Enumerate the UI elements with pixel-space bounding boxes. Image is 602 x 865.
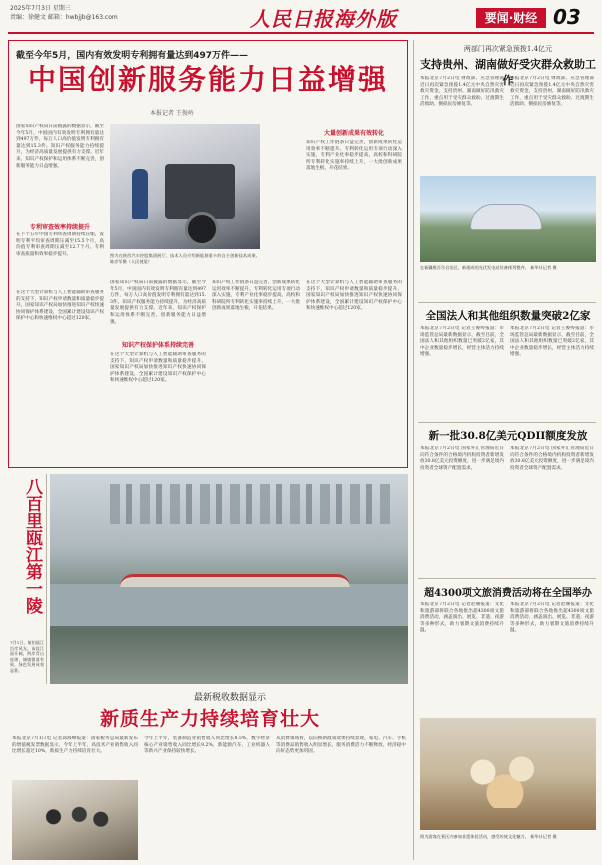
page-number: 03 bbox=[553, 5, 581, 29]
right-top-body-a: 本报北京7月2日电 财政部、应急管理部近日再次紧急预拨1.4亿元中央自然灾害救灾资金，支持贵州、湖南做好防汛救灾工作，重点用于受灾群众救助、过渡期生活救助、倒损民房修复等。 bbox=[420, 76, 504, 108]
top-story-body-col2c: 在这个大型计算机与人工智能辅助审查服务的支持下，知识产权申请数量和质量稳步提升。国家知识产权局加快推进知识产权快速协同保护体系建设，全国累计建设知识产权保护中心和快速维权中心超过120家。 bbox=[110, 352, 206, 384]
right-top-caption: 在新疆维吾尔自治区，新建成的光伏发电站设备排列整齐。 新华社记者 摄 bbox=[420, 265, 557, 270]
right-qdii-headline: 新一批30.8亿美元QDII额度发放 bbox=[428, 430, 588, 442]
divider bbox=[418, 578, 596, 579]
vertical-title: 八百里瓯江第一陵 bbox=[22, 478, 42, 614]
photo-caption: 图为在陕西汽车控股集团展厅，技术人员介绍新能源重卡的自主创新技术成果。 陈彦军摄（人民视觉） bbox=[110, 253, 260, 264]
skyline-shape bbox=[110, 484, 390, 524]
top-story-body-col2a: 在这个大型计算机与人工智能辅助审查服务的支持下，知识产权申请数量和质量稳步提升。国家知识产权局加快推进知识产权快速协同保护体系建设，全国累计建设知识产权保护中心和快速维权中心超过120家。 bbox=[16, 290, 104, 322]
top-story-body-col3a: 知识产权工作链条日益完善，创新成果转化运用效率不断提升。专利转化运用专项行动深入实施，专利产业化率稳步提高。高校和科研院所专利转化实施率持续上升，一大批创新成果落地生根、开花结果。 bbox=[212, 280, 300, 312]
right-bottom-caption: 图为游客在景区内参加非遗体验活动，感受传统文化魅力。 新华社记者 摄 bbox=[420, 834, 557, 839]
tax-story-body-col3: 从消费领域看，以旧换新政策效果持续显现，家电、汽车、手机等消费品销售收入明显增长，服务消费活力不断释放，经济稳中向好态势更加巩固。 bbox=[276, 736, 406, 755]
top-story-body-col4a: 知识产权工作链条日益完善，创新成果转化运用效率不断提升。专利转化运用专项行动深入实施，专利产业化率稳步提高。高校和科研院所专利转化实施率持续上升，一大批创新成果落地生根、开花结果。 bbox=[306, 140, 402, 172]
top-story-kicker: 截至今年5月，国内有效发明专利拥有量达到497万件—— bbox=[16, 51, 249, 61]
right-bottom-headline: 超4300项文旅消费活动将在全国举办 bbox=[424, 588, 592, 599]
subhead-transformation: 大量创新成果有效转化 bbox=[323, 130, 384, 137]
editor-line: 责编：徐健文 邮箱：hwbjjb@163.com bbox=[10, 14, 118, 21]
top-story-body-col1b: 在下个五年中国专利审查周期持续压缩，发明专利平均审查周期压减至15.5个月，高价值专利审查周期压减至12.7个月。专利审查质量和效率稳步提升。 bbox=[16, 232, 104, 257]
right-qdii-body-a: 本报北京7月2日电 国家外汇管理局近日向符合条件的合格境内机构投资者新增发放30.8亿美元投资额度，进一步满足境内投资者全球资产配置需求。 bbox=[420, 446, 504, 471]
people-shape bbox=[450, 748, 560, 808]
office-people-shape bbox=[32, 800, 118, 848]
divider bbox=[418, 422, 596, 423]
header-rule bbox=[8, 32, 594, 34]
wheel-shape bbox=[185, 212, 219, 246]
subhead-protection: 知识产权保护体系持续完善 bbox=[121, 342, 194, 349]
right-bottom-photo bbox=[420, 718, 596, 830]
top-story-body-col1: 国家知识产权局日前披露的数据显示，截至今年5月，中国国内有效发明专利拥有量达到497万件，每万人口高价值发明专利拥有量达到15.3件。知识产权服务能力持续提升，为经济高质量发展提供有力支撑。近年来，知识产权保护和运用体系不断完善，创新服务能力日益增强。 bbox=[16, 124, 104, 169]
top-story-photo bbox=[110, 124, 260, 249]
right-bottom-body-b: 本报北京7月2日电 记者赵珊报道：文化和旅游部将联合各地推出超4300项文旅消费活动，涵盖演出、展览、非遗、夜游等多种形式，助力暑期文旅消费持续升温。 bbox=[510, 602, 594, 634]
tax-story-body-col2: 今年上半年，装备制造业销售收入同比增长8.5%，数字经济核心产业销售收入同比增长9.2%，新能源汽车、工业机器人等新兴产业保持较快增长。 bbox=[144, 736, 270, 755]
top-story-headline: 中国创新服务能力日益增强 bbox=[27, 63, 388, 96]
newspaper-logo: 人民日报海外版 bbox=[250, 7, 397, 31]
aerial-photo bbox=[50, 474, 408, 684]
right-top-photo bbox=[420, 176, 596, 262]
river-shape bbox=[50, 584, 408, 626]
tax-story-body-col1: 本报北京7月1日电 记者邱海峰报道：国家税务总局最新发布的增值税发票数据显示，今年上半年，高技术产业销售收入同比增长超过10%，新质生产力持续培育壮大。 bbox=[12, 736, 138, 755]
right-top-body-b: 本报北京7月2日电 财政部、应急管理部近日再次紧急预拨1.4亿元中央自然灾害救灾资金，支持贵州、湖南做好防汛救灾工作，重点用于受灾群众救助、过渡期生活救助、倒损民房修复等。 bbox=[510, 76, 594, 108]
tax-story-kicker: 最新税收数据显示 bbox=[193, 693, 266, 703]
right-mid-headline: 全国法人和其他组织数量突破2亿家 bbox=[425, 310, 591, 322]
vertical-body: 7月1日，航拍瓯江沿岸风光。该段江面开阔，两岸青山连绵，城镇错落有致，绿色发展成效显著。 bbox=[10, 640, 44, 673]
top-story-body-col2b: 国家知识产权局日前披露的数据显示，截至今年5月，中国国内有效发明专利拥有量达到497万件，每万人口高价值发明专利拥有量达到15.3件。知识产权服务能力持续提升，为经济高质量发展提供有力支撑。近年来，知识产权保护和运用体系不断完善，创新服务能力日益增强。 bbox=[110, 280, 206, 325]
column-rule bbox=[413, 40, 414, 860]
masthead-info bbox=[10, 4, 118, 22]
right-mid-body-a: 本报北京7月2日电 记者王俊岭报道：市场监管总局最新数据显示，截至目前，全国法人和其他组织数量已突破2亿家，其中企业数量稳步增长，经营主体活力持续增强。 bbox=[420, 326, 504, 358]
tax-story-photo bbox=[12, 780, 138, 860]
top-story-byline: 本报记者 王俊岭 bbox=[150, 110, 194, 117]
person-shape bbox=[132, 169, 148, 219]
truck-shape bbox=[165, 164, 235, 219]
subhead-examination: 专利审查效率持续提升 bbox=[29, 224, 90, 231]
date-line: 2025年7月3日 星期三 bbox=[10, 5, 71, 12]
building-shape bbox=[470, 204, 542, 230]
right-top-kicker: 两部门再次紧急预拨1.4亿元 bbox=[463, 45, 553, 53]
tax-story-headline: 新质生产力持续培育壮大 bbox=[99, 708, 320, 730]
section-tab: 要闻·财经 bbox=[476, 8, 546, 28]
right-qdii-body-b: 本报北京7月2日电 国家外汇管理局近日向符合条件的合格境内机构投资者新增发放30.8亿美元投资额度，进一步满足境内投资者全球资产配置需求。 bbox=[510, 446, 594, 471]
divider bbox=[418, 302, 596, 303]
right-mid-body-b: 本报北京7月2日电 记者王俊岭报道：市场监管总局最新数据显示，截至目前，全国法人和其他组织数量已突破2亿家，其中企业数量稳步增长，经营主体活力持续增强。 bbox=[510, 326, 594, 358]
bridge-shape bbox=[120, 574, 350, 587]
top-story-body-col4b: 在这个大型计算机与人工智能辅助审查服务的支持下，知识产权申请数量和质量稳步提升。国家知识产权局加快推进知识产权快速协同保护体系建设，全国累计建设知识产权保护中心和快速维权中心超过120家。 bbox=[306, 280, 402, 312]
right-bottom-body-a: 本报北京7月2日电 记者赵珊报道：文化和旅游部将联合各地推出超4300项文旅消费活动，涵盖演出、展览、非遗、夜游等多种形式，助力暑期文旅消费持续升温。 bbox=[420, 602, 504, 634]
right-top-headline: 支持贵州、湖南做好受灾群众救助工作 bbox=[420, 58, 596, 87]
